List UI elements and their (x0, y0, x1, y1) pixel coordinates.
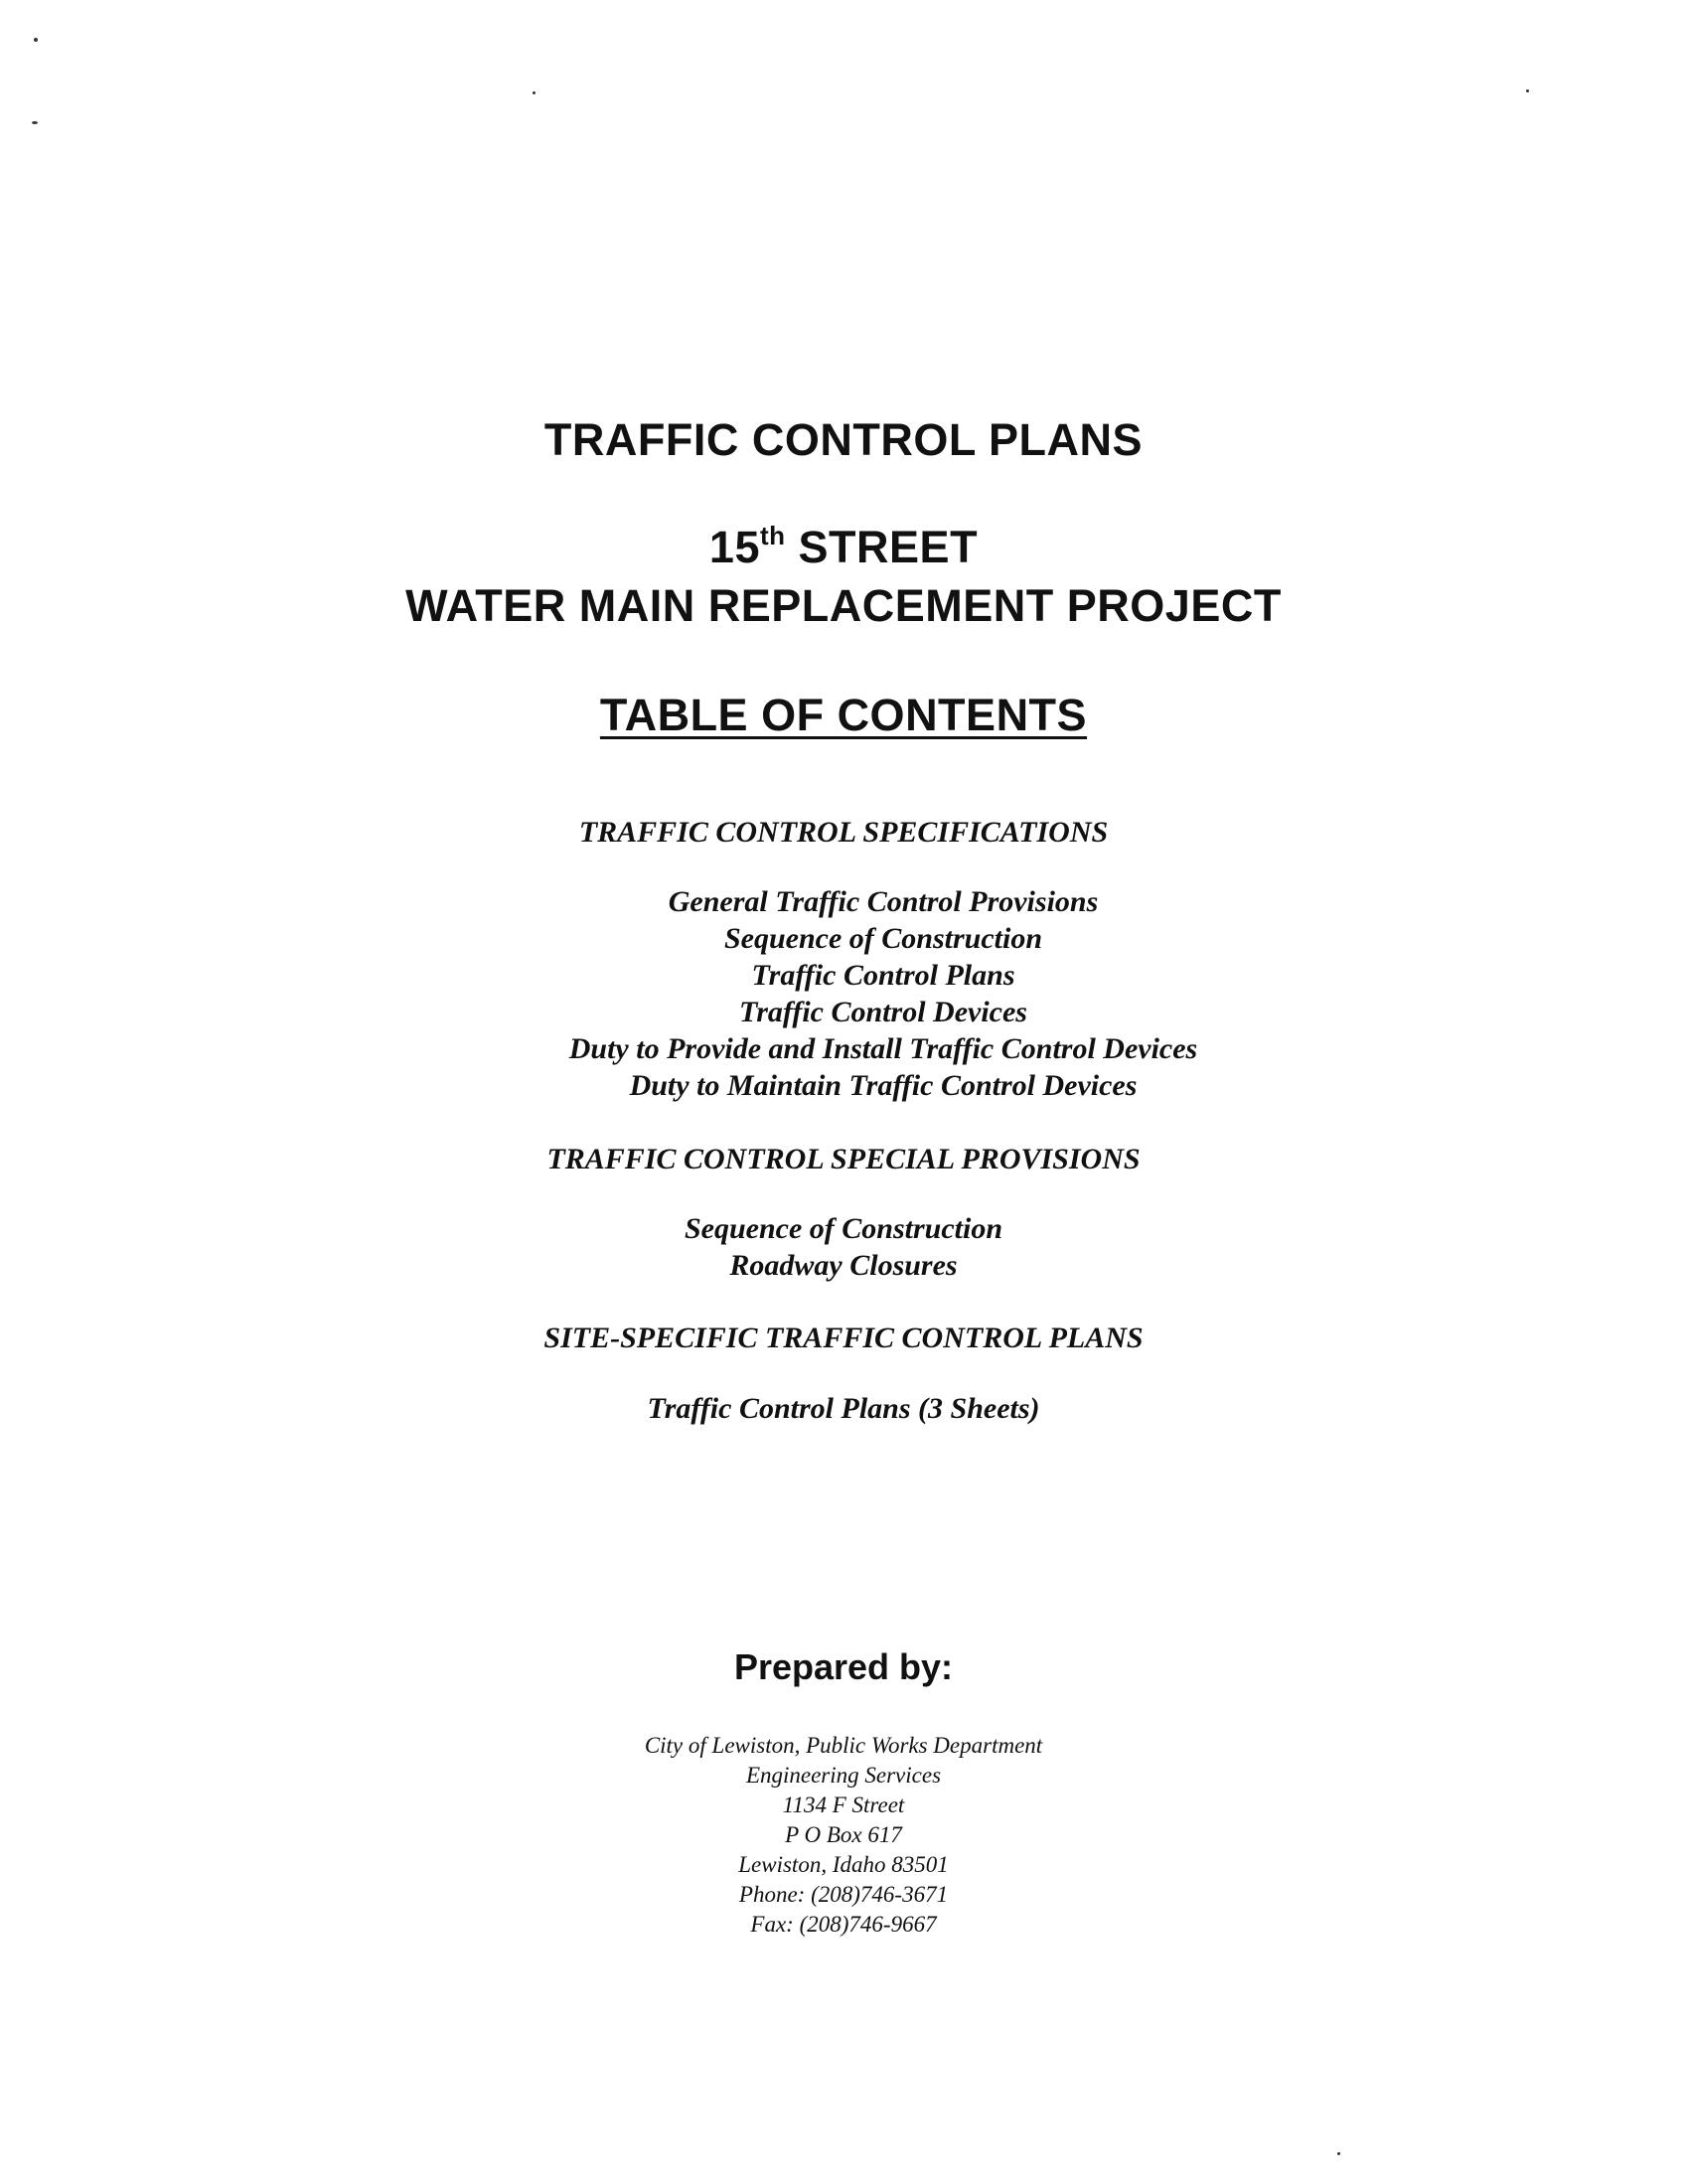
toc-item: Sequence of Construction (684, 1212, 1003, 1245)
toc-item: Traffic Control Plans (3 Sheets) (647, 1392, 1040, 1425)
address-line: P O Box 617 (785, 1822, 902, 1847)
toc-heading-block (0, 690, 1687, 740)
address-line: Phone: (208)746-3671 (738, 1882, 949, 1907)
toc-item: General Traffic Control Provisions (668, 885, 1099, 918)
prepared-by-block (0, 1646, 1687, 1687)
document-title-block (0, 414, 1687, 465)
project-name: WATER MAIN REPLACEMENT PROJECT (405, 580, 1282, 631)
toc-item: Roadway Closures (729, 1249, 958, 1282)
toc-item: Traffic Control Plans (751, 959, 1015, 992)
toc-item: Sequence of Construction (723, 922, 1043, 955)
section-items (0, 1390, 1687, 1427)
street-line (0, 521, 1687, 572)
address-line: 1134 F Street (782, 1793, 905, 1817)
toc-item: Duty to Provide and Install Traffic Control Devices (568, 1032, 1198, 1065)
project-name-block (0, 580, 1687, 631)
section-heading-block (0, 1324, 1687, 1353)
toc-item: Duty to Maintain Traffic Control Devices (629, 1069, 1138, 1102)
section-heading: TRAFFIC CONTROL SPECIAL PROVISIONS (546, 1143, 1141, 1175)
street-word: STREET (798, 522, 979, 572)
address-line: City of Lewiston, Public Works Department (644, 1733, 1043, 1758)
document-title: TRAFFIC CONTROL PLANS (543, 414, 1144, 465)
address-line: Engineering Services (745, 1763, 942, 1788)
section-heading-block (0, 818, 1687, 848)
section-items (40, 883, 1687, 1104)
toc-heading: TABLE OF CONTENTS (599, 690, 1088, 740)
scan-speck (32, 121, 38, 124)
scan-speck (34, 38, 38, 42)
toc-item: Traffic Control Devices (739, 996, 1027, 1028)
prepared-by-label: Prepared by: (733, 1646, 954, 1687)
section-heading: TRAFFIC CONTROL SPECIFICATIONS (578, 816, 1109, 849)
address-line: Lewiston, Idaho 83501 (738, 1852, 949, 1877)
street-suffix: th (759, 521, 786, 550)
address-block (0, 1731, 1687, 1940)
section-heading: SITE-SPECIFIC TRAFFIC CONTROL PLANS (543, 1322, 1144, 1354)
scan-speck (1526, 89, 1529, 92)
street-line-block (0, 521, 1687, 572)
address-line: Fax: (208)746-9667 (750, 1912, 937, 1937)
section-heading-block (0, 1145, 1687, 1174)
street-number: 15 (708, 522, 760, 572)
scan-speck (533, 91, 536, 94)
scan-speck (1337, 2152, 1340, 2155)
section-items (0, 1210, 1687, 1284)
